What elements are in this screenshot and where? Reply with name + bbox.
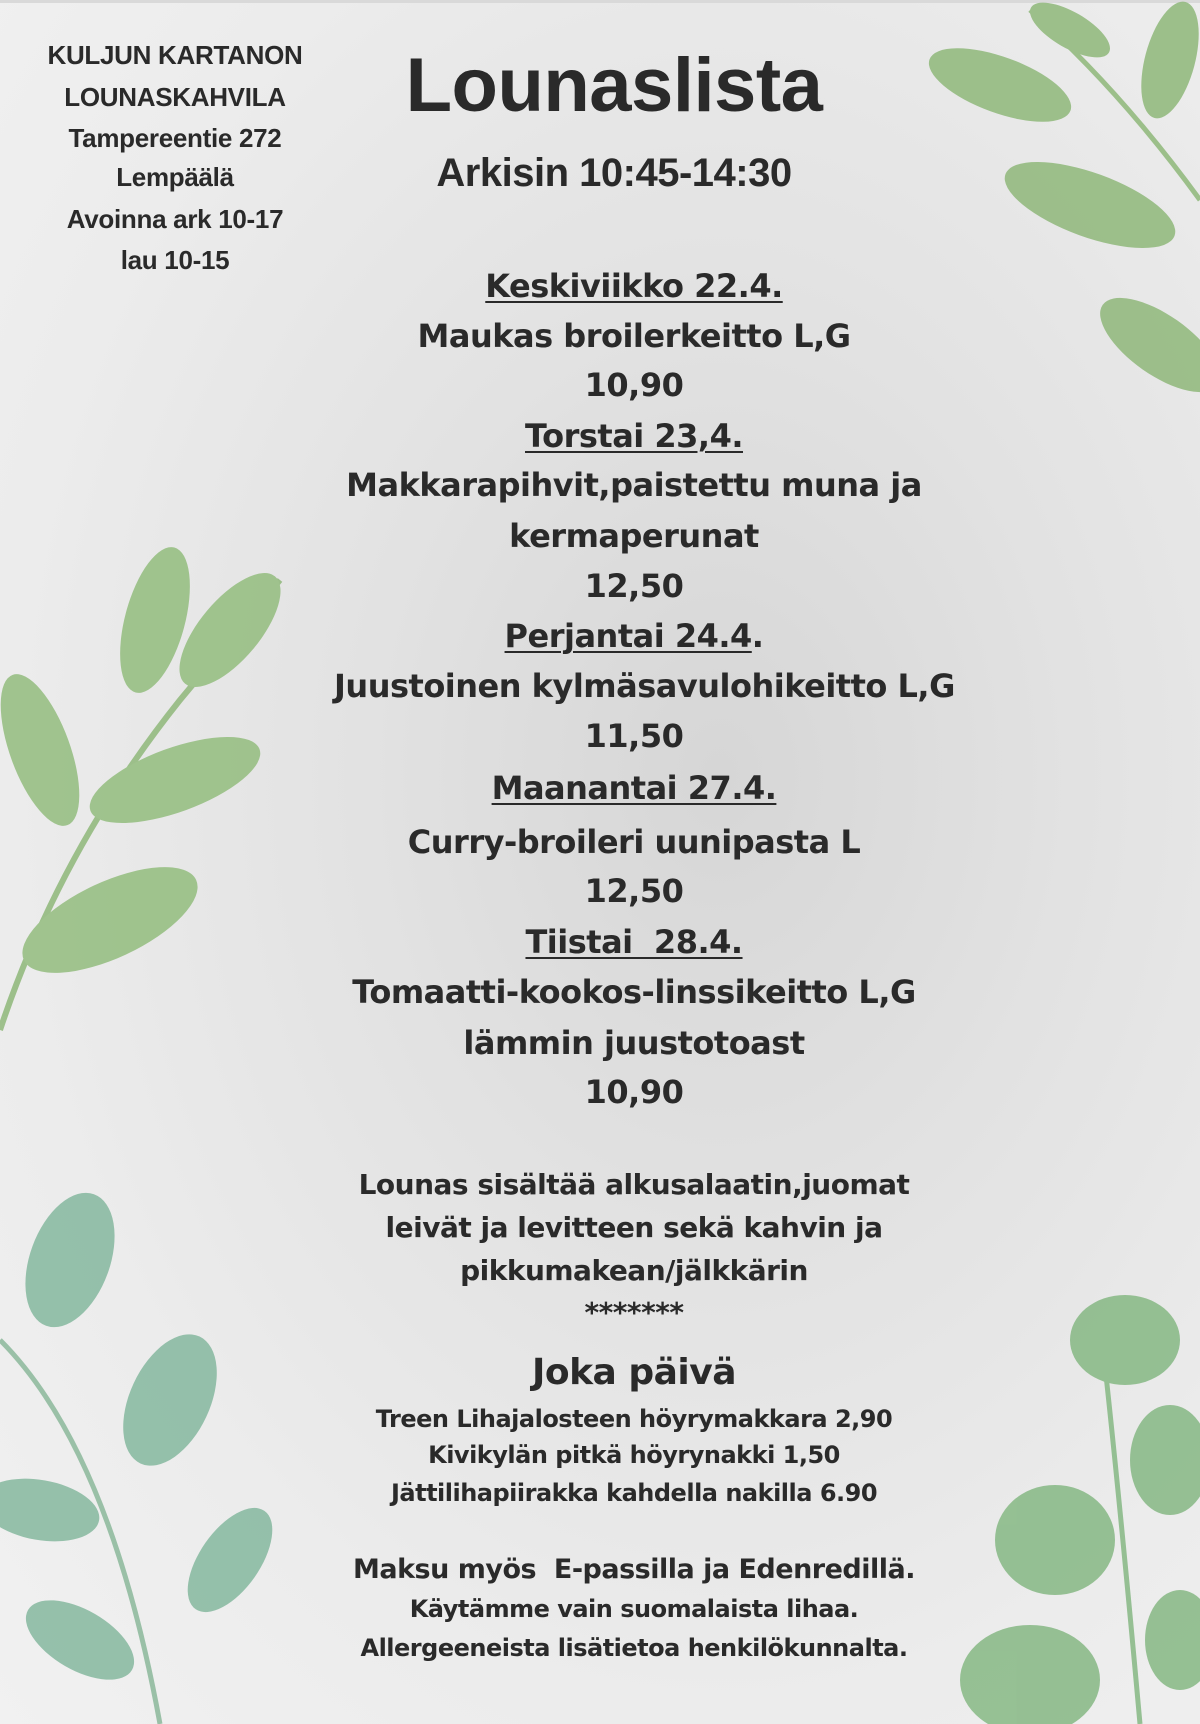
lunch-hours: Arkisin 10:45-14:30 — [436, 151, 792, 195]
separator: ******* — [584, 1296, 684, 1329]
includes-line: Lounas sisältää alkusalaatin,juomat — [358, 1168, 910, 1201]
day-heading: Tiistai 28.4. — [525, 923, 743, 961]
dish: kermaperunat — [509, 517, 759, 555]
price: 10,90 — [584, 1073, 684, 1111]
everyday-item: Treen Lihajalosteen höyrymakkara 2,90 — [375, 1405, 893, 1433]
price: 11,50 — [584, 717, 684, 755]
leaf-left-middle-icon — [0, 540, 298, 1030]
dish: Maukas broilerkeitto L,G — [417, 317, 851, 355]
everyday-item: Jättilihapiirakka kahdella nakilla 6.90 — [390, 1479, 878, 1507]
dish: Makkarapihvit,paistettu muna ja — [346, 466, 922, 504]
includes-line: pikkumakean/jälkkärin — [460, 1254, 808, 1287]
meat-note: Käytämme vain suomalaista lihaa. — [409, 1595, 859, 1623]
leaf-bottom-right-icon — [960, 1295, 1200, 1724]
includes-line: leivät ja levitteen sekä kahvin ja — [385, 1211, 883, 1244]
day-heading — [334, 611, 934, 661]
dish: Tomaatti-kookos-linssikeitto L,G — [352, 973, 916, 1011]
dish: Juustoinen kylmäsavulohikeitto L,G — [334, 667, 955, 705]
dish: lämmin juustotoast — [463, 1024, 805, 1062]
everyday-title: Joka päivä — [531, 1352, 737, 1393]
leaf-top-right-icon — [920, 0, 1200, 410]
day-heading-text: Perjantai 24.4 — [504, 617, 752, 655]
cafe-city: Lempäälä — [116, 162, 234, 192]
day-heading: Torstai 23,4. — [525, 417, 743, 455]
cafe-address: Tampereentie 272 — [68, 123, 282, 153]
dish: Curry-broileri uunipasta L — [407, 823, 861, 861]
everyday-item: Kivikylän pitkä höyrynakki 1,50 — [428, 1441, 840, 1469]
page-title: Lounaslista — [405, 43, 823, 128]
day-heading-suffix: . — [751, 617, 764, 655]
cafe-name-line2: LOUNASKAHVILA — [64, 82, 286, 112]
price: 12,50 — [584, 872, 684, 910]
price: 10,90 — [584, 366, 684, 404]
cafe-hours-weekdays: Avoinna ark 10-17 — [66, 204, 284, 234]
payment-note: Maksu myös E-passilla ja Edenredillä. — [353, 1554, 915, 1585]
cafe-hours-saturday: lau 10-15 — [120, 245, 230, 275]
price: 12,50 — [584, 567, 684, 605]
leaf-bottom-left-icon — [0, 1181, 289, 1724]
day-heading: Maanantai 27.4. — [491, 769, 777, 807]
day-heading: Keskiviikko 22.4. — [485, 267, 783, 305]
cafe-name-line1: KULJUN KARTANON — [47, 40, 303, 70]
allergen-note: Allergeeneista lisätietoa henkilökunnalta. — [360, 1634, 908, 1662]
